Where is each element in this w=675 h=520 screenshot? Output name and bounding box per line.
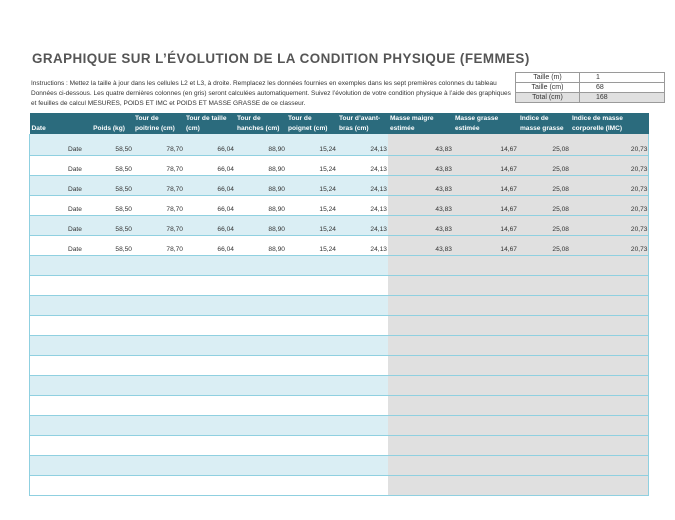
calculated-cell — [518, 336, 570, 356]
data-cell[interactable] — [184, 336, 235, 356]
data-cell[interactable] — [337, 456, 388, 476]
data-cell[interactable]: 78,70 — [133, 176, 184, 196]
data-cell[interactable]: 15,24 — [286, 134, 337, 156]
data-cell[interactable] — [337, 416, 388, 436]
calculated-cell: 25,08 — [518, 196, 570, 216]
calculated-cell — [388, 376, 453, 396]
calculated-cell — [570, 276, 649, 296]
column-header: Tour d’avant-bras (cm) — [337, 113, 388, 134]
calculated-cell: 43,83 — [388, 156, 453, 176]
calculated-cell — [388, 436, 453, 456]
data-cell[interactable] — [337, 316, 388, 336]
calculated-cell — [570, 456, 649, 476]
calculated-cell — [570, 416, 649, 436]
date-cell[interactable] — [30, 456, 83, 476]
calculated-cell — [453, 356, 518, 376]
size-value-cm[interactable]: 68 — [580, 83, 665, 93]
calculated-cell: 43,83 — [388, 176, 453, 196]
calculated-cell — [518, 396, 570, 416]
data-cell[interactable] — [83, 436, 133, 456]
data-cell[interactable] — [133, 296, 184, 316]
column-header: Tour de poitrine (cm) — [133, 113, 184, 134]
calculated-cell — [388, 416, 453, 436]
data-cell[interactable]: 78,70 — [133, 196, 184, 216]
data-cell[interactable] — [235, 256, 286, 276]
data-cell[interactable]: 58,50 — [83, 156, 133, 176]
data-cell[interactable] — [286, 416, 337, 436]
calculated-cell — [570, 396, 649, 416]
calculated-cell — [388, 276, 453, 296]
data-cell[interactable]: 15,24 — [286, 236, 337, 256]
column-header: Indice de masse corporelle (IMC) — [570, 113, 649, 134]
data-cell[interactable]: 66,04 — [184, 236, 235, 256]
date-cell[interactable]: Date — [30, 216, 83, 236]
data-cell[interactable] — [235, 376, 286, 396]
date-cell[interactable]: Date — [30, 176, 83, 196]
page-title: GRAPHIQUE SUR L’ÉVOLUTION DE LA CONDITION PHYSIQUE (FEMMES) — [32, 51, 530, 66]
data-cell[interactable] — [184, 356, 235, 376]
size-label-total: Total (cm) — [516, 93, 580, 103]
column-header: Indice de masse grasse — [518, 113, 570, 134]
date-cell[interactable] — [30, 436, 83, 456]
size-label-cm: Taille (cm) — [516, 83, 580, 93]
calculated-cell — [453, 416, 518, 436]
data-cell[interactable] — [184, 376, 235, 396]
data-cell[interactable]: 24,13 — [337, 216, 388, 236]
table-row — [30, 456, 649, 476]
data-cell[interactable]: 78,70 — [133, 134, 184, 156]
calculated-cell — [570, 356, 649, 376]
date-cell[interactable] — [30, 416, 83, 436]
data-cell[interactable] — [235, 436, 286, 456]
calculated-cell: 14,67 — [453, 236, 518, 256]
date-cell[interactable]: Date — [30, 236, 83, 256]
data-cell[interactable] — [133, 456, 184, 476]
calculated-cell: 14,67 — [453, 176, 518, 196]
calculated-cell — [388, 256, 453, 276]
data-cell[interactable] — [337, 356, 388, 376]
calculated-cell — [388, 336, 453, 356]
calculated-cell — [453, 296, 518, 316]
data-cell[interactable] — [83, 456, 133, 476]
data-cell[interactable] — [235, 316, 286, 336]
table-row — [30, 376, 649, 396]
calculated-cell — [570, 316, 649, 336]
calculated-cell: 25,08 — [518, 156, 570, 176]
calculated-cell — [453, 456, 518, 476]
data-cell[interactable] — [184, 316, 235, 336]
data-cell[interactable] — [286, 316, 337, 336]
table-row — [30, 316, 649, 336]
data-cell[interactable] — [83, 336, 133, 356]
calculated-cell — [518, 376, 570, 396]
calculated-cell: 14,67 — [453, 196, 518, 216]
calculated-cell — [453, 476, 518, 496]
data-cell[interactable] — [83, 316, 133, 336]
data-cell[interactable] — [83, 256, 133, 276]
data-cell[interactable] — [184, 436, 235, 456]
data-cell[interactable]: 58,50 — [83, 134, 133, 156]
calculated-cell: 20,73 — [570, 156, 649, 176]
calculated-cell — [518, 296, 570, 316]
calculated-cell — [453, 376, 518, 396]
size-value-m[interactable]: 1 — [580, 73, 665, 83]
date-cell[interactable] — [30, 396, 83, 416]
data-cell[interactable] — [235, 276, 286, 296]
data-cell[interactable]: 58,50 — [83, 196, 133, 216]
data-cell[interactable] — [286, 396, 337, 416]
calculated-cell — [518, 276, 570, 296]
calculated-cell — [518, 256, 570, 276]
size-label-m: Taille (m) — [516, 73, 580, 83]
date-cell[interactable] — [30, 336, 83, 356]
data-cell[interactable]: 78,70 — [133, 156, 184, 176]
table-row — [30, 176, 649, 196]
column-header: Poids (kg) — [83, 113, 133, 134]
data-cell[interactable]: 78,70 — [133, 236, 184, 256]
data-table — [29, 113, 649, 496]
data-cell[interactable]: 66,04 — [184, 196, 235, 216]
data-cell[interactable] — [235, 476, 286, 496]
data-cell[interactable]: 88,90 — [235, 176, 286, 196]
calculated-cell: 20,73 — [570, 134, 649, 156]
calculated-cell — [388, 476, 453, 496]
table-row — [30, 256, 649, 276]
data-cell[interactable] — [235, 336, 286, 356]
data-cell[interactable] — [286, 456, 337, 476]
data-cell[interactable] — [286, 336, 337, 356]
data-cell[interactable]: 24,13 — [337, 156, 388, 176]
column-header: Masse maigre estimée — [388, 113, 453, 134]
data-cell[interactable] — [337, 396, 388, 416]
data-cell[interactable]: 58,50 — [83, 236, 133, 256]
data-cell[interactable] — [184, 416, 235, 436]
data-cell[interactable] — [133, 436, 184, 456]
data-cell[interactable] — [184, 456, 235, 476]
data-cell[interactable] — [133, 476, 184, 496]
table-row — [30, 236, 649, 256]
data-cell[interactable] — [184, 256, 235, 276]
data-cell[interactable]: 15,24 — [286, 196, 337, 216]
data-cell[interactable] — [337, 296, 388, 316]
calculated-cell — [570, 256, 649, 276]
table-row — [30, 356, 649, 376]
calculated-cell — [518, 316, 570, 336]
data-cell[interactable] — [133, 256, 184, 276]
calculated-cell — [570, 476, 649, 496]
calculated-cell — [518, 456, 570, 476]
calculated-cell: 25,08 — [518, 134, 570, 156]
calculated-cell: 25,08 — [518, 236, 570, 256]
data-cell[interactable] — [184, 276, 235, 296]
data-cell[interactable]: 24,13 — [337, 236, 388, 256]
data-cell[interactable] — [337, 376, 388, 396]
data-cell[interactable]: 24,13 — [337, 134, 388, 156]
data-cell[interactable]: 66,04 — [184, 176, 235, 196]
data-cell[interactable] — [337, 476, 388, 496]
data-cell[interactable]: 66,04 — [184, 134, 235, 156]
table-row — [30, 416, 649, 436]
calculated-cell: 43,83 — [388, 236, 453, 256]
data-cell[interactable]: 24,13 — [337, 176, 388, 196]
column-header: Date — [30, 113, 83, 134]
data-cell[interactable] — [235, 456, 286, 476]
data-cell[interactable]: 15,24 — [286, 176, 337, 196]
calculated-cell — [453, 316, 518, 336]
calculated-cell: 20,73 — [570, 176, 649, 196]
column-header: Masse grasse estimée — [453, 113, 518, 134]
data-cell[interactable] — [133, 416, 184, 436]
date-cell[interactable] — [30, 296, 83, 316]
date-cell[interactable] — [30, 316, 83, 336]
calculated-cell — [388, 356, 453, 376]
data-cell[interactable] — [235, 416, 286, 436]
date-cell[interactable] — [30, 476, 83, 496]
calculated-cell — [453, 436, 518, 456]
data-cell[interactable]: 15,24 — [286, 216, 337, 236]
data-cell[interactable] — [337, 336, 388, 356]
date-cell[interactable]: Date — [30, 196, 83, 216]
calculated-cell — [453, 336, 518, 356]
date-cell[interactable] — [30, 276, 83, 296]
data-cell[interactable] — [286, 476, 337, 496]
data-cell[interactable]: 15,24 — [286, 156, 337, 176]
calculated-cell — [388, 316, 453, 336]
calculated-cell — [570, 436, 649, 456]
calculated-cell: 20,73 — [570, 196, 649, 216]
column-header: Tour de poignet (cm) — [286, 113, 337, 134]
calculated-cell — [518, 476, 570, 496]
table-row — [30, 296, 649, 316]
data-cell[interactable]: 66,04 — [184, 216, 235, 236]
data-cell[interactable] — [83, 476, 133, 496]
data-cell[interactable]: 88,90 — [235, 216, 286, 236]
data-cell[interactable]: 78,70 — [133, 216, 184, 236]
calculated-cell — [388, 456, 453, 476]
table-row — [30, 336, 649, 356]
calculated-cell — [453, 276, 518, 296]
date-cell[interactable] — [30, 356, 83, 376]
date-cell[interactable] — [30, 376, 83, 396]
data-cell[interactable] — [133, 316, 184, 336]
table-row — [30, 396, 649, 416]
data-cell[interactable]: 88,90 — [235, 156, 286, 176]
data-cell[interactable] — [235, 356, 286, 376]
data-cell[interactable] — [235, 296, 286, 316]
data-cell[interactable] — [133, 396, 184, 416]
date-cell[interactable] — [30, 256, 83, 276]
calculated-cell: 43,83 — [388, 196, 453, 216]
calculated-cell — [453, 396, 518, 416]
data-cell[interactable] — [83, 416, 133, 436]
calculated-cell: 43,83 — [388, 216, 453, 236]
data-cell[interactable] — [184, 296, 235, 316]
data-cell[interactable]: 66,04 — [184, 156, 235, 176]
data-cell[interactable] — [286, 376, 337, 396]
calculated-cell — [570, 336, 649, 356]
data-cell[interactable] — [83, 296, 133, 316]
table-row — [30, 156, 649, 176]
data-cell[interactable] — [133, 376, 184, 396]
data-cell[interactable] — [184, 476, 235, 496]
data-cell[interactable] — [83, 356, 133, 376]
table-row — [30, 276, 649, 296]
instructions-text: Instructions : Mettez la taille à jour dans les cellules L2 et L3, à droite. Remplacez les données fournies en exemples dans les sept premières colonnes du tableau Données ci-dessous. Les quatre dernières colonnes (en gris) seront calculées automatiquement. Suivez l’évolution de votre condition physique à l’aide des graphiques et feuilles de calcul MESURES, POIDS ET IMC et POIDS ET MASSE GRASSE de ce classeur. — [31, 80, 511, 107]
table-row — [30, 134, 649, 156]
calculated-cell — [518, 416, 570, 436]
data-cell[interactable] — [286, 256, 337, 276]
table-header-row — [30, 113, 649, 134]
data-cell[interactable] — [133, 356, 184, 376]
table-row — [30, 196, 649, 216]
calculated-cell — [570, 296, 649, 316]
calculated-cell: 25,08 — [518, 176, 570, 196]
data-cell[interactable] — [83, 396, 133, 416]
table-body — [30, 134, 649, 496]
data-cell[interactable]: 24,13 — [337, 196, 388, 216]
date-cell[interactable]: Date — [30, 134, 83, 156]
calculated-cell — [453, 256, 518, 276]
table-row — [30, 216, 649, 236]
size-box — [515, 72, 665, 103]
calculated-cell — [388, 396, 453, 416]
calculated-cell: 43,83 — [388, 134, 453, 156]
data-cell[interactable] — [286, 296, 337, 316]
data-cell[interactable] — [286, 276, 337, 296]
data-cell[interactable]: 88,90 — [235, 236, 286, 256]
data-cell[interactable] — [337, 436, 388, 456]
data-cell[interactable] — [83, 376, 133, 396]
calculated-cell: 25,08 — [518, 216, 570, 236]
table-row — [30, 436, 649, 456]
calculated-cell: 20,73 — [570, 236, 649, 256]
data-cell[interactable]: 58,50 — [83, 176, 133, 196]
calculated-cell — [388, 296, 453, 316]
table-row — [30, 476, 649, 496]
size-value-total: 168 — [580, 93, 665, 103]
calculated-cell — [518, 356, 570, 376]
data-cell[interactable] — [133, 336, 184, 356]
calculated-cell — [518, 436, 570, 456]
calculated-cell: 14,67 — [453, 216, 518, 236]
calculated-cell: 20,73 — [570, 216, 649, 236]
date-cell[interactable]: Date — [30, 156, 83, 176]
data-cell[interactable] — [286, 436, 337, 456]
data-cell[interactable]: 88,90 — [235, 134, 286, 156]
calculated-cell — [570, 376, 649, 396]
data-cell[interactable] — [133, 276, 184, 296]
data-cell[interactable] — [83, 276, 133, 296]
calculated-cell: 14,67 — [453, 156, 518, 176]
column-header: Tour de taille (cm) — [184, 113, 235, 134]
data-cell[interactable] — [184, 396, 235, 416]
data-cell[interactable] — [235, 396, 286, 416]
column-header: Tour de hanches (cm) — [235, 113, 286, 134]
data-cell[interactable]: 58,50 — [83, 216, 133, 236]
data-cell[interactable]: 88,90 — [235, 196, 286, 216]
data-cell[interactable] — [337, 276, 388, 296]
data-cell[interactable] — [337, 256, 388, 276]
calculated-cell: 14,67 — [453, 134, 518, 156]
data-cell[interactable] — [286, 356, 337, 376]
